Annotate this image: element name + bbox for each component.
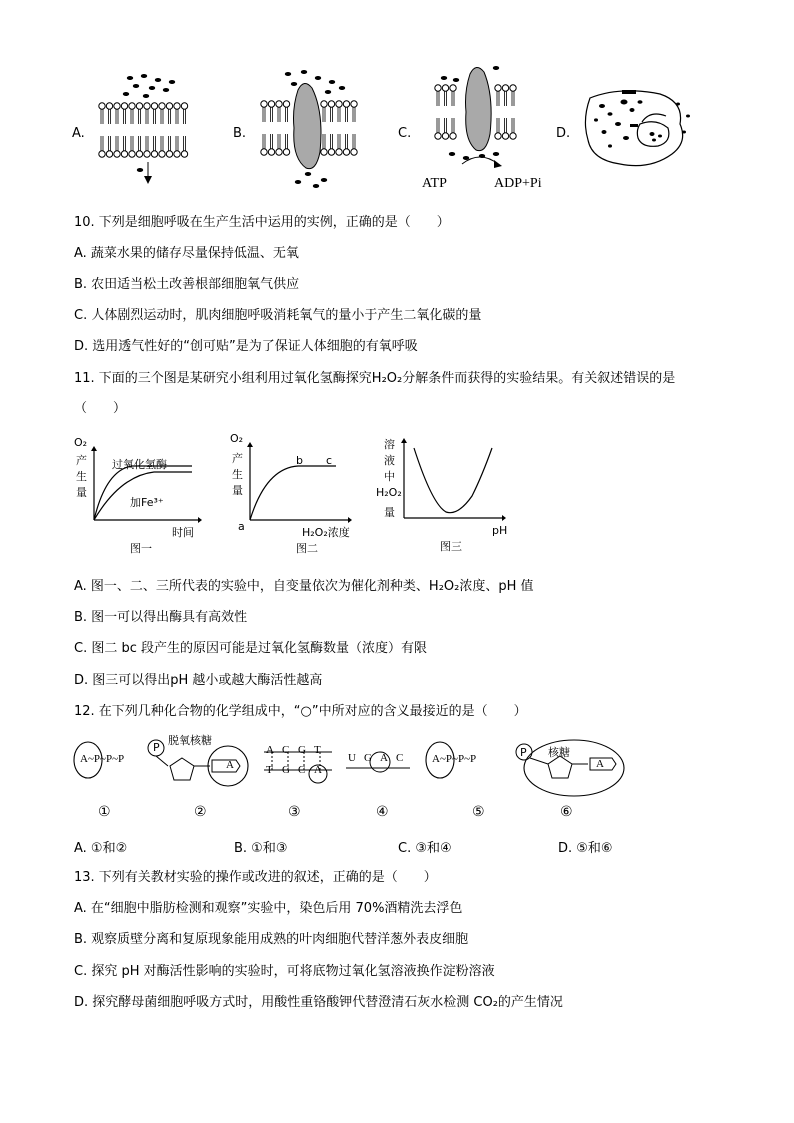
q10-option-c: C. 人体剧烈运动时，肌肉细胞呼吸消耗氧气的量小于产生二氧化碳的量 [74,308,482,323]
q13-option-d: D. 探究酵母菌细胞呼吸方式时，用酸性重铬酸钾代替澄清石灰水检测 CO₂的产生情况 [74,995,563,1010]
q12-option-c: C. ③和④ [398,841,452,856]
fig2-x-label: H₂O₂浓度 [302,526,350,539]
fig1-y-o2: O₂ [74,436,88,449]
q11-option-a: A. 图一、二、三所代表的实验中，自变量依次为催化剂种类、H₂O₂浓度、pH 值 [74,579,534,594]
q12-stem: 12. 在下列几种化合物的化学组成中，“○”中所对应的含义最接近的是（ ） [74,704,527,719]
dna-top-4: T [314,744,321,756]
fig2-point-b: b [296,454,303,467]
q12-option-d: D. ⑤和⑥ [558,841,613,856]
q11-option-c: C. 图二 bc 段产生的原因可能是过氧化氢酶数量（浓度）有限 [74,641,428,656]
rna-4: C [396,752,404,764]
membrane-diagram-b [258,68,363,193]
fig2-point-c: c [326,454,333,467]
fig1-y-char2: 生 [76,470,87,483]
num-4: ④ [376,804,389,820]
atp-label: ATP [422,176,447,191]
fig3-caption: 图三 [440,540,462,553]
option-d-label: D. [556,126,571,141]
num-5: ⑤ [472,804,485,820]
figure-3-graph [402,440,508,522]
num-3: ③ [288,804,301,820]
fig3-y-char3: 中 [384,470,395,483]
fig3-y-char2: 液 [384,454,395,467]
dna-top-2: C [282,744,290,756]
q10-option-a: A. 蔬菜水果的储存尽量保持低温、无氧 [74,246,299,261]
q10-option-b: B. 农田适当松土改善根部细胞氧气供应 [74,277,300,292]
fig3-y-h2o2: H₂O₂ [376,486,402,499]
option-b-label: B. [233,126,247,141]
structure-2-phosphate: P [153,741,160,754]
cell-endocytosis-diagram [580,84,695,174]
rna-3: A [380,752,388,764]
q12-option-b: B. ①和③ [234,841,288,856]
fig1-caption: 图一 [130,542,152,555]
structure-6-adenine: A [596,758,604,770]
adp-pi-label: ADP+Pi [494,176,542,191]
q13-option-a: A. 在“细胞中脂肪检测和观察”实验中，染色后用 70%酒精洗去浮色 [74,901,463,916]
structure-6-ribose-label: 核糖 [548,746,570,759]
dna-bot-3: C [298,764,306,776]
fig2-y-char3: 量 [232,484,243,497]
q13-option-b: B. 观察质壁分离和复原现象能用成熟的叶肉细胞代替洋葱外表皮细胞 [74,932,469,947]
q12-option-a: A. ①和② [74,841,128,856]
fig2-caption: 图二 [296,542,318,555]
q10-option-d: D. 选用透气性好的“创可贴”是为了保证人体细胞的有氧呼吸 [74,339,418,354]
q13-option-c: C. 探究 pH 对酶活性影响的实验时，可将底物过氧化氢溶液换作淀粉溶液 [74,964,495,979]
q10-stem: 10. 下列是细胞呼吸在生产生活中运用的实例，正确的是（ ） [74,215,450,230]
q11-option-d: D. 图三可以得出pH 越小或越大酶活性越高 [74,673,323,688]
option-c-label: C. [398,126,412,141]
fig1-y-char3: 量 [76,486,87,499]
num-2: ② [194,804,207,820]
membrane-diagram-a [96,70,196,190]
structure-5-label: A~P~P~P [432,753,477,765]
num-1: ① [98,804,111,820]
rna-2: G [364,752,372,764]
structure-1-label: A~P~P~P [80,753,125,765]
fig1-curve-fe: 加Fe³⁺ [130,496,164,509]
fig3-y-char1: 溶 [384,438,395,451]
fig2-y-char2: 生 [232,468,243,481]
option-a-label: A. [72,126,85,141]
dna-top-3: G [298,744,306,756]
q11-stem-paren: （ ） [74,401,127,416]
num-6: ⑥ [560,804,573,820]
fig1-x-label: 时间 [172,526,194,539]
rna-1: U [348,752,356,764]
fig2-y-char1: 产 [232,452,243,465]
structure-6-phosphate: P [520,746,527,759]
dna-top-1: A [266,744,274,756]
membrane-diagram-c [432,60,522,175]
q11-option-b: B. 图一可以得出酶具有高效性 [74,610,248,625]
fig1-curve-catalase: 过氧化氢酶 [112,458,167,471]
fig2-y-o2: O₂ [230,432,244,445]
dna-bot-2: G [282,764,290,776]
q13-stem: 13. 下列有关教材实验的操作或改进的叙述，正确的是（ ） [74,870,437,885]
q11-stem: 11. 下面的三个图是某研究小组利用过氧化氢酶探究H₂O₂分解条件而获得的实验结果。有关叙述错误的是 [74,371,676,386]
structure-2-adenine: A [226,759,234,771]
structure-2-deoxyribose-label: 脱氧核糖 [168,734,212,747]
fig3-y-char5: 量 [384,506,395,519]
dna-bot-4: A [314,764,322,776]
dna-bot-1: T [266,764,273,776]
fig3-x-label: pH [492,524,508,537]
fig2-point-a: a [238,520,245,533]
fig1-y-char1: 产 [76,454,87,467]
